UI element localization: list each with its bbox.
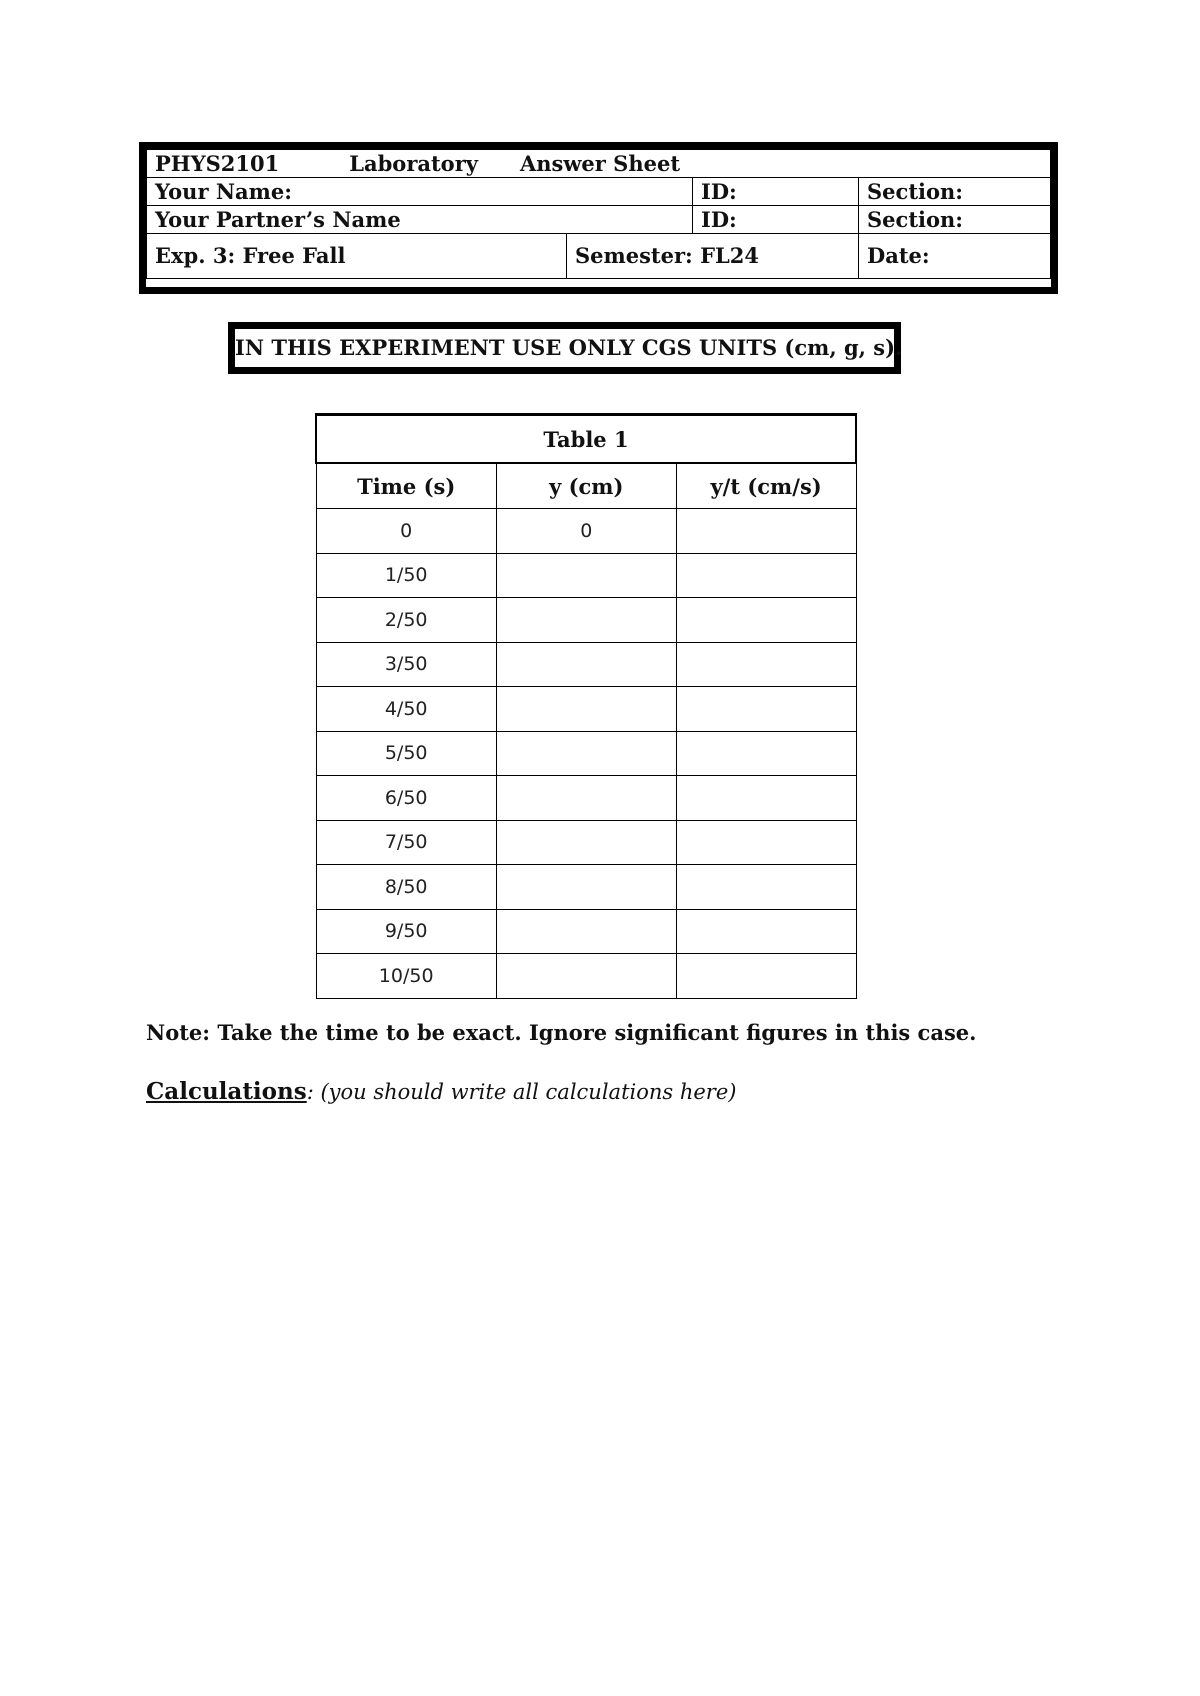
time-cell: 6/50: [316, 776, 496, 821]
time-cell: 9/50: [316, 909, 496, 954]
table-row: [316, 954, 856, 999]
table-row: [316, 687, 856, 732]
table-row: [316, 598, 856, 643]
column-header-velocity: y/t (cm/s): [676, 463, 856, 509]
partner-name-field[interactable]: Your Partner’s Name: [147, 206, 693, 234]
data-table: [315, 413, 857, 999]
calculations-hint: (you should write all calculations here): [313, 1080, 737, 1104]
course-code: PHYS2101: [155, 151, 280, 176]
date-field[interactable]: Date:: [859, 234, 1051, 279]
sheet-label: Answer Sheet: [519, 151, 681, 176]
time-cell: 3/50: [316, 642, 496, 687]
velocity-cell[interactable]: [676, 776, 856, 821]
column-header-y: y (cm): [496, 463, 676, 509]
table-row: [316, 731, 856, 776]
table-row: [316, 820, 856, 865]
time-cell: 1/50: [316, 553, 496, 598]
y-cell[interactable]: [496, 865, 676, 910]
partner-id-field[interactable]: ID:: [693, 206, 859, 234]
header-box: [139, 142, 1058, 294]
velocity-cell[interactable]: [676, 642, 856, 687]
table-caption: Table 1: [316, 415, 856, 464]
experiment-label: Exp. 3: Free Fall: [147, 234, 567, 279]
header-table: [146, 149, 1051, 279]
cgs-notice: IN THIS EXPERIMENT USE ONLY CGS UNITS (cm, g, s).: [228, 322, 901, 374]
y-cell[interactable]: [496, 820, 676, 865]
section-field[interactable]: Section:: [859, 178, 1051, 206]
velocity-cell[interactable]: [676, 731, 856, 776]
velocity-cell[interactable]: [676, 553, 856, 598]
velocity-cell[interactable]: [676, 954, 856, 999]
y-cell[interactable]: [496, 731, 676, 776]
note-text: Note: Take the time to be exact. Ignore significant figures in this case.: [146, 1020, 977, 1045]
id-field[interactable]: ID:: [693, 178, 859, 206]
table-row: [316, 553, 856, 598]
time-cell: 8/50: [316, 865, 496, 910]
y-cell[interactable]: [496, 642, 676, 687]
time-cell: 2/50: [316, 598, 496, 643]
table-row: [316, 642, 856, 687]
velocity-cell[interactable]: [676, 820, 856, 865]
time-cell: 4/50: [316, 687, 496, 732]
velocity-cell[interactable]: [676, 687, 856, 732]
partner-section-field[interactable]: Section:: [859, 206, 1051, 234]
velocity-cell[interactable]: [676, 598, 856, 643]
calculations-title: Calculations: [146, 1078, 307, 1105]
table-row: [316, 509, 856, 554]
y-cell[interactable]: [496, 954, 676, 999]
y-cell[interactable]: [496, 909, 676, 954]
calculations-section: [146, 1078, 736, 1105]
velocity-cell[interactable]: [676, 909, 856, 954]
your-name-field[interactable]: Your Name:: [147, 178, 693, 206]
velocity-cell[interactable]: [676, 865, 856, 910]
lab-label: Laboratory: [349, 151, 478, 176]
calculations-separator: :: [306, 1080, 314, 1104]
semester-label: Semester: FL24: [567, 234, 859, 279]
table-row: [316, 865, 856, 910]
table-body: [316, 509, 856, 999]
header-title-row: [147, 150, 1051, 178]
table-row: [316, 909, 856, 954]
time-cell: 7/50: [316, 820, 496, 865]
y-cell[interactable]: [496, 776, 676, 821]
time-cell: 5/50: [316, 731, 496, 776]
table-row: [316, 776, 856, 821]
y-cell[interactable]: [496, 553, 676, 598]
y-cell[interactable]: 0: [496, 509, 676, 554]
time-cell: 0: [316, 509, 496, 554]
time-cell: 10/50: [316, 954, 496, 999]
velocity-cell[interactable]: [676, 509, 856, 554]
y-cell[interactable]: [496, 598, 676, 643]
column-header-time: Time (s): [316, 463, 496, 509]
y-cell[interactable]: [496, 687, 676, 732]
